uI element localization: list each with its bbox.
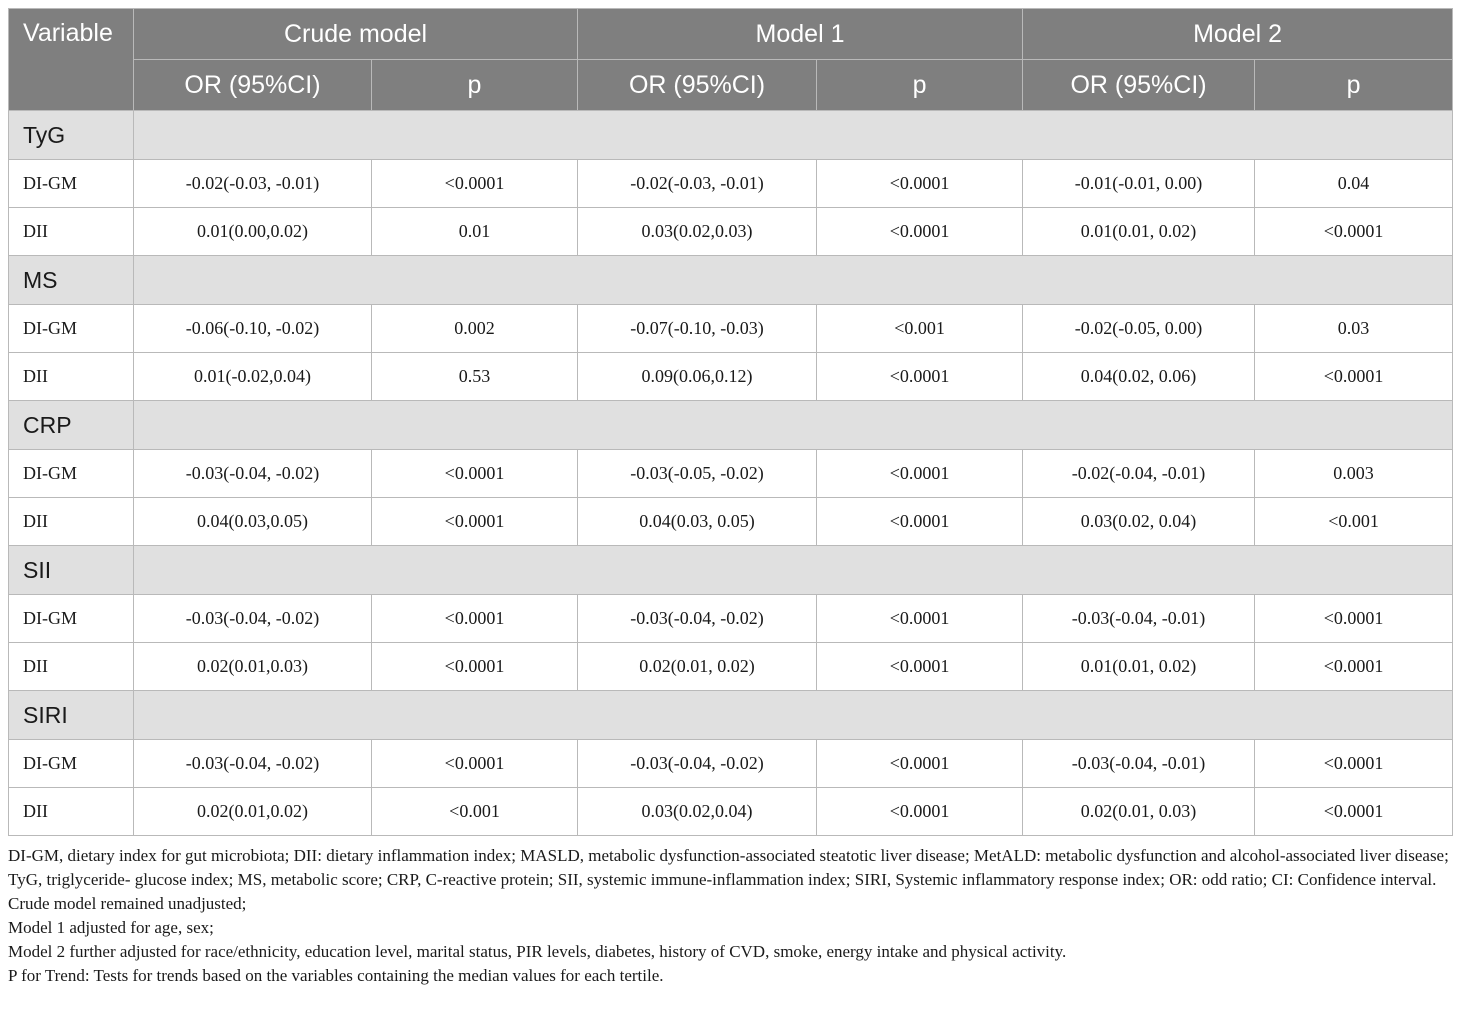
footnote-line: P for Trend: Tests for trends based on the variables containing the median values for each tertile. [8,966,664,985]
header-p: p [1255,60,1453,111]
row-label: DI-GM [9,160,134,208]
or-cell: 0.03(0.02,0.03) [578,208,817,256]
group-name: MS [9,256,134,305]
or-cell: 0.01(0.00,0.02) [134,208,372,256]
or-cell: 0.02(0.01,0.03) [134,643,372,691]
or-cell: 0.09(0.06,0.12) [578,353,817,401]
p-cell: <0.0001 [817,788,1023,836]
p-cell: 0.04 [1255,160,1453,208]
or-cell: 0.03(0.02,0.04) [578,788,817,836]
group-row [9,256,1453,305]
table-row [9,788,1453,836]
header-p: p [817,60,1023,111]
p-cell: <0.0001 [817,643,1023,691]
group-name: SII [9,546,134,595]
p-cell: <0.0001 [817,160,1023,208]
or-cell: 0.04(0.03,0.05) [134,498,372,546]
table-row [9,643,1453,691]
group-row [9,401,1453,450]
or-cell: 0.01(-0.02,0.04) [134,353,372,401]
group-fill [134,256,1453,305]
header-model-1: Model 1 [578,9,1023,60]
p-cell: <0.0001 [1255,740,1453,788]
or-cell: 0.01(0.01, 0.02) [1023,208,1255,256]
p-cell: <0.0001 [817,740,1023,788]
p-cell: 0.002 [372,305,578,353]
header-model-2: Model 2 [1023,9,1453,60]
or-cell: 0.01(0.01, 0.02) [1023,643,1255,691]
header-p: p [372,60,578,111]
row-label: DII [9,353,134,401]
p-cell: <0.001 [372,788,578,836]
or-cell: -0.06(-0.10, -0.02) [134,305,372,353]
p-cell: <0.0001 [1255,643,1453,691]
results-table [8,8,1453,836]
table-row [9,208,1453,256]
or-cell: -0.03(-0.05, -0.02) [578,450,817,498]
table-footnotes [8,844,1452,988]
group-name: CRP [9,401,134,450]
p-cell: <0.0001 [1255,788,1453,836]
p-cell: <0.0001 [372,160,578,208]
group-fill [134,401,1453,450]
table-row [9,595,1453,643]
p-cell: <0.0001 [1255,353,1453,401]
header-crude-model: Crude model [134,9,578,60]
table-row [9,450,1453,498]
group-fill [134,546,1453,595]
or-cell: -0.03(-0.04, -0.02) [578,595,817,643]
row-label: DI-GM [9,305,134,353]
header-or: OR (95%CI) [134,60,372,111]
p-cell: <0.0001 [1255,208,1453,256]
footnote-line: Crude model remained unadjusted; [8,894,247,913]
footnote-line: Model 1 adjusted for age, sex; [8,918,214,937]
row-label: DII [9,788,134,836]
group-row [9,691,1453,740]
footnote-line: Model 2 further adjusted for race/ethnicity, education level, marital status, PIR levels, diabetes, history of CVD, smoke, energy intake and physical activity. [8,942,1067,961]
p-cell: <0.0001 [817,353,1023,401]
table-row [9,498,1453,546]
p-cell: <0.001 [1255,498,1453,546]
p-cell: 0.003 [1255,450,1453,498]
table-row [9,305,1453,353]
table-row [9,160,1453,208]
or-cell: 0.02(0.01,0.02) [134,788,372,836]
p-cell: 0.53 [372,353,578,401]
group-name: SIRI [9,691,134,740]
header-or: OR (95%CI) [1023,60,1255,111]
p-cell: <0.0001 [372,595,578,643]
p-cell: <0.0001 [817,595,1023,643]
p-cell: 0.01 [372,208,578,256]
or-cell: -0.03(-0.04, -0.01) [1023,740,1255,788]
row-label: DI-GM [9,740,134,788]
p-cell: <0.0001 [817,450,1023,498]
or-cell: -0.03(-0.04, -0.02) [578,740,817,788]
or-cell: -0.03(-0.04, -0.02) [134,450,372,498]
row-label: DI-GM [9,595,134,643]
group-fill [134,111,1453,160]
or-cell: -0.03(-0.04, -0.01) [1023,595,1255,643]
or-cell: -0.02(-0.03, -0.01) [134,160,372,208]
or-cell: 0.04(0.03, 0.05) [578,498,817,546]
group-name: TyG [9,111,134,160]
or-cell: -0.02(-0.03, -0.01) [578,160,817,208]
footnote-line: DI-GM, dietary index for gut microbiota; DII: dietary inflammation index; MASLD, metabolic dysfunction-associated steatotic liver disease; MetALD: metabolic dysfunction and alcohol-associated liver disease; TyG, triglyceride- glucose index; MS, metabolic score; CRP, C-reactive protein; SII, systemic immune-inflammation index; SIRI, Systemic inflammatory response index; OR: odd ratio; CI: Confidence interval. [8,846,1449,889]
table-header [9,9,1453,111]
or-cell: -0.02(-0.04, -0.01) [1023,450,1255,498]
row-label: DII [9,643,134,691]
p-cell: <0.0001 [372,450,578,498]
group-row [9,111,1453,160]
row-label: DI-GM [9,450,134,498]
or-cell: 0.02(0.01, 0.02) [578,643,817,691]
table-row [9,353,1453,401]
table-container [8,8,1452,988]
row-label: DII [9,208,134,256]
group-fill [134,691,1453,740]
p-cell: <0.0001 [1255,595,1453,643]
p-cell: <0.0001 [372,498,578,546]
p-cell: <0.0001 [372,643,578,691]
or-cell: -0.03(-0.04, -0.02) [134,595,372,643]
or-cell: -0.07(-0.10, -0.03) [578,305,817,353]
row-label: DII [9,498,134,546]
or-cell: 0.02(0.01, 0.03) [1023,788,1255,836]
header-or: OR (95%CI) [578,60,817,111]
p-cell: <0.0001 [817,498,1023,546]
table-row [9,740,1453,788]
or-cell: 0.04(0.02, 0.06) [1023,353,1255,401]
p-cell: <0.0001 [372,740,578,788]
header-variable: Variable [9,9,134,111]
or-cell: -0.03(-0.04, -0.02) [134,740,372,788]
p-cell: <0.001 [817,305,1023,353]
p-cell: <0.0001 [817,208,1023,256]
or-cell: -0.01(-0.01, 0.00) [1023,160,1255,208]
p-cell: 0.03 [1255,305,1453,353]
or-cell: -0.02(-0.05, 0.00) [1023,305,1255,353]
group-row [9,546,1453,595]
or-cell: 0.03(0.02, 0.04) [1023,498,1255,546]
table-body [9,111,1453,836]
